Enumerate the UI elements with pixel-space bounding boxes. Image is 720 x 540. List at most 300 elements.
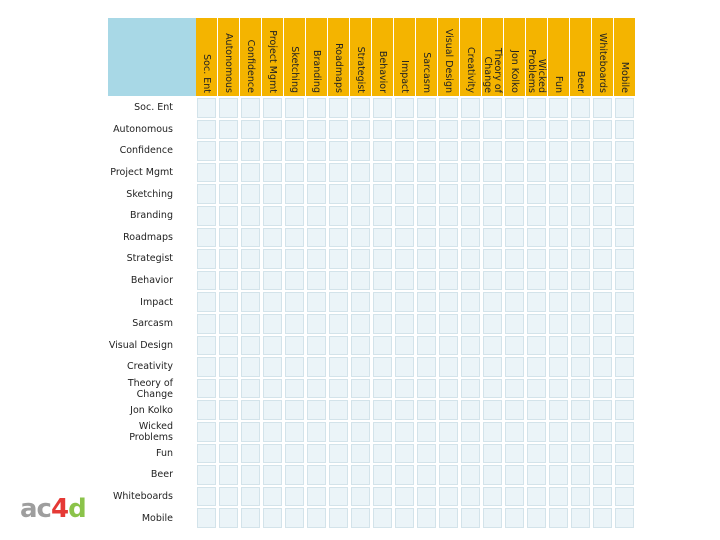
- matrix-cell[interactable]: [373, 379, 392, 399]
- matrix-cell[interactable]: [351, 422, 370, 442]
- matrix-cell[interactable]: [615, 228, 634, 248]
- matrix-cell[interactable]: [417, 184, 436, 204]
- matrix-cell[interactable]: [351, 120, 370, 140]
- matrix-cell[interactable]: [549, 465, 568, 485]
- matrix-cell[interactable]: [285, 336, 304, 356]
- matrix-cell[interactable]: [549, 336, 568, 356]
- matrix-cell[interactable]: [307, 422, 326, 442]
- matrix-cell[interactable]: [461, 444, 480, 464]
- matrix-cell[interactable]: [285, 314, 304, 334]
- matrix-cell[interactable]: [219, 249, 238, 269]
- matrix-cell[interactable]: [615, 292, 634, 312]
- matrix-cell[interactable]: [241, 98, 260, 118]
- matrix-cell[interactable]: [483, 228, 502, 248]
- matrix-cell[interactable]: [615, 336, 634, 356]
- matrix-cell[interactable]: [549, 314, 568, 334]
- matrix-cell[interactable]: [351, 444, 370, 464]
- matrix-cell[interactable]: [505, 508, 524, 528]
- matrix-cell[interactable]: [505, 379, 524, 399]
- matrix-cell[interactable]: [197, 120, 216, 140]
- matrix-cell[interactable]: [549, 508, 568, 528]
- matrix-cell[interactable]: [593, 206, 612, 226]
- matrix-cell[interactable]: [615, 163, 634, 183]
- matrix-cell[interactable]: [197, 228, 216, 248]
- matrix-cell[interactable]: [505, 357, 524, 377]
- matrix-cell[interactable]: [483, 249, 502, 269]
- matrix-cell[interactable]: [571, 184, 590, 204]
- matrix-cell[interactable]: [395, 357, 414, 377]
- matrix-cell[interactable]: [219, 271, 238, 291]
- matrix-cell[interactable]: [373, 508, 392, 528]
- matrix-cell[interactable]: [593, 487, 612, 507]
- matrix-cell[interactable]: [307, 271, 326, 291]
- matrix-cell[interactable]: [417, 465, 436, 485]
- matrix-cell[interactable]: [527, 206, 546, 226]
- matrix-cell[interactable]: [285, 184, 304, 204]
- matrix-cell[interactable]: [461, 163, 480, 183]
- matrix-cell[interactable]: [549, 98, 568, 118]
- matrix-cell[interactable]: [263, 141, 282, 161]
- matrix-cell[interactable]: [351, 141, 370, 161]
- matrix-cell[interactable]: [483, 206, 502, 226]
- matrix-cell[interactable]: [527, 120, 546, 140]
- matrix-cell[interactable]: [505, 98, 524, 118]
- matrix-cell[interactable]: [439, 336, 458, 356]
- matrix-cell[interactable]: [241, 357, 260, 377]
- matrix-cell[interactable]: [351, 400, 370, 420]
- matrix-cell[interactable]: [241, 249, 260, 269]
- matrix-cell[interactable]: [351, 249, 370, 269]
- matrix-cell[interactable]: [197, 379, 216, 399]
- matrix-cell[interactable]: [285, 98, 304, 118]
- matrix-cell[interactable]: [241, 379, 260, 399]
- matrix-cell[interactable]: [219, 508, 238, 528]
- matrix-cell[interactable]: [263, 120, 282, 140]
- matrix-cell[interactable]: [219, 120, 238, 140]
- matrix-cell[interactable]: [197, 249, 216, 269]
- matrix-cell[interactable]: [593, 379, 612, 399]
- matrix-cell[interactable]: [615, 379, 634, 399]
- matrix-cell[interactable]: [571, 141, 590, 161]
- matrix-cell[interactable]: [197, 163, 216, 183]
- matrix-cell[interactable]: [285, 465, 304, 485]
- matrix-cell[interactable]: [351, 379, 370, 399]
- matrix-cell[interactable]: [241, 120, 260, 140]
- matrix-cell[interactable]: [285, 206, 304, 226]
- matrix-cell[interactable]: [351, 228, 370, 248]
- matrix-cell[interactable]: [417, 379, 436, 399]
- matrix-cell[interactable]: [395, 98, 414, 118]
- matrix-cell[interactable]: [439, 249, 458, 269]
- matrix-cell[interactable]: [307, 314, 326, 334]
- matrix-cell[interactable]: [395, 336, 414, 356]
- matrix-cell[interactable]: [615, 422, 634, 442]
- matrix-cell[interactable]: [549, 292, 568, 312]
- matrix-cell[interactable]: [373, 465, 392, 485]
- matrix-cell[interactable]: [307, 336, 326, 356]
- matrix-cell[interactable]: [351, 487, 370, 507]
- matrix-cell[interactable]: [549, 379, 568, 399]
- matrix-cell[interactable]: [241, 271, 260, 291]
- matrix-cell[interactable]: [505, 422, 524, 442]
- matrix-cell[interactable]: [197, 206, 216, 226]
- matrix-cell[interactable]: [395, 292, 414, 312]
- matrix-cell[interactable]: [373, 336, 392, 356]
- matrix-cell[interactable]: [505, 271, 524, 291]
- matrix-cell[interactable]: [307, 292, 326, 312]
- matrix-cell[interactable]: [263, 249, 282, 269]
- matrix-cell[interactable]: [593, 444, 612, 464]
- matrix-cell[interactable]: [527, 357, 546, 377]
- matrix-cell[interactable]: [527, 444, 546, 464]
- matrix-cell[interactable]: [373, 141, 392, 161]
- matrix-cell[interactable]: [329, 379, 348, 399]
- matrix-cell[interactable]: [241, 292, 260, 312]
- matrix-cell[interactable]: [373, 249, 392, 269]
- matrix-cell[interactable]: [395, 465, 414, 485]
- matrix-cell[interactable]: [241, 163, 260, 183]
- matrix-cell[interactable]: [439, 228, 458, 248]
- matrix-cell[interactable]: [285, 249, 304, 269]
- matrix-cell[interactable]: [615, 249, 634, 269]
- matrix-cell[interactable]: [549, 141, 568, 161]
- matrix-cell[interactable]: [439, 400, 458, 420]
- matrix-cell[interactable]: [527, 141, 546, 161]
- matrix-cell[interactable]: [615, 400, 634, 420]
- matrix-cell[interactable]: [505, 249, 524, 269]
- matrix-cell[interactable]: [307, 487, 326, 507]
- matrix-cell[interactable]: [549, 163, 568, 183]
- matrix-cell[interactable]: [307, 206, 326, 226]
- matrix-cell[interactable]: [197, 465, 216, 485]
- matrix-cell[interactable]: [417, 292, 436, 312]
- matrix-cell[interactable]: [461, 271, 480, 291]
- matrix-cell[interactable]: [263, 465, 282, 485]
- matrix-cell[interactable]: [241, 508, 260, 528]
- matrix-cell[interactable]: [395, 487, 414, 507]
- matrix-cell[interactable]: [329, 206, 348, 226]
- matrix-cell[interactable]: [351, 336, 370, 356]
- matrix-cell[interactable]: [527, 228, 546, 248]
- matrix-cell[interactable]: [329, 465, 348, 485]
- matrix-cell[interactable]: [197, 444, 216, 464]
- matrix-cell[interactable]: [483, 271, 502, 291]
- matrix-cell[interactable]: [483, 444, 502, 464]
- matrix-cell[interactable]: [417, 206, 436, 226]
- matrix-cell[interactable]: [395, 314, 414, 334]
- matrix-cell[interactable]: [417, 163, 436, 183]
- matrix-cell[interactable]: [527, 465, 546, 485]
- matrix-cell[interactable]: [329, 141, 348, 161]
- matrix-cell[interactable]: [527, 379, 546, 399]
- matrix-cell[interactable]: [527, 487, 546, 507]
- matrix-cell[interactable]: [527, 98, 546, 118]
- matrix-cell[interactable]: [571, 357, 590, 377]
- matrix-cell[interactable]: [483, 357, 502, 377]
- matrix-cell[interactable]: [549, 120, 568, 140]
- matrix-cell[interactable]: [197, 98, 216, 118]
- matrix-cell[interactable]: [483, 422, 502, 442]
- matrix-cell[interactable]: [307, 444, 326, 464]
- matrix-cell[interactable]: [395, 422, 414, 442]
- matrix-cell[interactable]: [417, 400, 436, 420]
- matrix-cell[interactable]: [461, 357, 480, 377]
- matrix-cell[interactable]: [373, 206, 392, 226]
- matrix-cell[interactable]: [549, 228, 568, 248]
- matrix-cell[interactable]: [241, 400, 260, 420]
- matrix-cell[interactable]: [417, 120, 436, 140]
- matrix-cell[interactable]: [351, 357, 370, 377]
- matrix-cell[interactable]: [461, 508, 480, 528]
- matrix-cell[interactable]: [483, 98, 502, 118]
- matrix-cell[interactable]: [527, 271, 546, 291]
- matrix-cell[interactable]: [549, 184, 568, 204]
- matrix-cell[interactable]: [461, 422, 480, 442]
- matrix-cell[interactable]: [593, 357, 612, 377]
- matrix-cell[interactable]: [439, 141, 458, 161]
- matrix-cell[interactable]: [351, 98, 370, 118]
- matrix-cell[interactable]: [329, 184, 348, 204]
- matrix-cell[interactable]: [505, 487, 524, 507]
- matrix-cell[interactable]: [219, 379, 238, 399]
- matrix-cell[interactable]: [197, 400, 216, 420]
- matrix-cell[interactable]: [549, 249, 568, 269]
- matrix-cell[interactable]: [527, 336, 546, 356]
- matrix-cell[interactable]: [351, 206, 370, 226]
- matrix-cell[interactable]: [439, 120, 458, 140]
- matrix-cell[interactable]: [483, 292, 502, 312]
- matrix-cell[interactable]: [307, 228, 326, 248]
- matrix-cell[interactable]: [571, 508, 590, 528]
- matrix-cell[interactable]: [373, 292, 392, 312]
- matrix-cell[interactable]: [395, 508, 414, 528]
- matrix-cell[interactable]: [307, 98, 326, 118]
- matrix-cell[interactable]: [263, 163, 282, 183]
- matrix-cell[interactable]: [593, 249, 612, 269]
- matrix-cell[interactable]: [483, 508, 502, 528]
- matrix-cell[interactable]: [329, 444, 348, 464]
- matrix-cell[interactable]: [285, 400, 304, 420]
- matrix-cell[interactable]: [307, 400, 326, 420]
- matrix-cell[interactable]: [351, 184, 370, 204]
- matrix-cell[interactable]: [615, 206, 634, 226]
- matrix-cell[interactable]: [615, 465, 634, 485]
- matrix-cell[interactable]: [527, 163, 546, 183]
- matrix-cell[interactable]: [351, 163, 370, 183]
- matrix-cell[interactable]: [461, 249, 480, 269]
- matrix-cell[interactable]: [241, 314, 260, 334]
- matrix-cell[interactable]: [505, 292, 524, 312]
- matrix-cell[interactable]: [395, 141, 414, 161]
- matrix-cell[interactable]: [219, 465, 238, 485]
- matrix-cell[interactable]: [571, 120, 590, 140]
- matrix-cell[interactable]: [285, 487, 304, 507]
- matrix-cell[interactable]: [439, 379, 458, 399]
- matrix-cell[interactable]: [615, 314, 634, 334]
- matrix-cell[interactable]: [329, 422, 348, 442]
- matrix-cell[interactable]: [395, 163, 414, 183]
- matrix-cell[interactable]: [241, 206, 260, 226]
- matrix-cell[interactable]: [483, 379, 502, 399]
- matrix-cell[interactable]: [461, 206, 480, 226]
- matrix-cell[interactable]: [505, 336, 524, 356]
- matrix-cell[interactable]: [571, 228, 590, 248]
- matrix-cell[interactable]: [373, 228, 392, 248]
- matrix-cell[interactable]: [351, 508, 370, 528]
- matrix-cell[interactable]: [395, 120, 414, 140]
- matrix-cell[interactable]: [417, 422, 436, 442]
- matrix-cell[interactable]: [219, 357, 238, 377]
- matrix-cell[interactable]: [571, 336, 590, 356]
- matrix-cell[interactable]: [241, 141, 260, 161]
- matrix-cell[interactable]: [527, 292, 546, 312]
- matrix-cell[interactable]: [263, 292, 282, 312]
- matrix-cell[interactable]: [593, 314, 612, 334]
- matrix-cell[interactable]: [549, 206, 568, 226]
- matrix-cell[interactable]: [483, 314, 502, 334]
- matrix-cell[interactable]: [527, 249, 546, 269]
- matrix-cell[interactable]: [505, 163, 524, 183]
- matrix-cell[interactable]: [307, 379, 326, 399]
- matrix-cell[interactable]: [505, 465, 524, 485]
- matrix-cell[interactable]: [395, 206, 414, 226]
- matrix-cell[interactable]: [417, 487, 436, 507]
- matrix-cell[interactable]: [571, 163, 590, 183]
- matrix-cell[interactable]: [219, 206, 238, 226]
- matrix-cell[interactable]: [197, 487, 216, 507]
- matrix-cell[interactable]: [395, 249, 414, 269]
- matrix-cell[interactable]: [571, 206, 590, 226]
- matrix-cell[interactable]: [373, 184, 392, 204]
- matrix-cell[interactable]: [417, 98, 436, 118]
- matrix-cell[interactable]: [593, 465, 612, 485]
- matrix-cell[interactable]: [417, 271, 436, 291]
- matrix-cell[interactable]: [241, 422, 260, 442]
- matrix-cell[interactable]: [593, 336, 612, 356]
- matrix-cell[interactable]: [373, 444, 392, 464]
- matrix-cell[interactable]: [395, 444, 414, 464]
- matrix-cell[interactable]: [593, 422, 612, 442]
- matrix-cell[interactable]: [197, 314, 216, 334]
- matrix-cell[interactable]: [483, 163, 502, 183]
- matrix-cell[interactable]: [615, 487, 634, 507]
- matrix-cell[interactable]: [571, 400, 590, 420]
- matrix-cell[interactable]: [263, 379, 282, 399]
- matrix-cell[interactable]: [241, 487, 260, 507]
- matrix-cell[interactable]: [285, 444, 304, 464]
- matrix-cell[interactable]: [439, 422, 458, 442]
- matrix-cell[interactable]: [505, 314, 524, 334]
- matrix-cell[interactable]: [329, 292, 348, 312]
- matrix-cell[interactable]: [461, 314, 480, 334]
- matrix-cell[interactable]: [439, 271, 458, 291]
- matrix-cell[interactable]: [483, 141, 502, 161]
- matrix-cell[interactable]: [461, 184, 480, 204]
- matrix-cell[interactable]: [307, 508, 326, 528]
- matrix-cell[interactable]: [483, 184, 502, 204]
- matrix-cell[interactable]: [241, 444, 260, 464]
- matrix-cell[interactable]: [615, 508, 634, 528]
- matrix-cell[interactable]: [505, 400, 524, 420]
- matrix-cell[interactable]: [263, 336, 282, 356]
- matrix-cell[interactable]: [285, 508, 304, 528]
- matrix-cell[interactable]: [351, 465, 370, 485]
- matrix-cell[interactable]: [571, 271, 590, 291]
- matrix-cell[interactable]: [263, 184, 282, 204]
- matrix-cell[interactable]: [593, 508, 612, 528]
- matrix-cell[interactable]: [615, 141, 634, 161]
- matrix-cell[interactable]: [615, 120, 634, 140]
- matrix-cell[interactable]: [593, 271, 612, 291]
- matrix-cell[interactable]: [461, 336, 480, 356]
- matrix-cell[interactable]: [461, 465, 480, 485]
- matrix-cell[interactable]: [351, 314, 370, 334]
- matrix-cell[interactable]: [417, 314, 436, 334]
- matrix-cell[interactable]: [241, 228, 260, 248]
- matrix-cell[interactable]: [373, 271, 392, 291]
- matrix-cell[interactable]: [197, 422, 216, 442]
- matrix-cell[interactable]: [505, 120, 524, 140]
- matrix-cell[interactable]: [461, 98, 480, 118]
- matrix-cell[interactable]: [417, 228, 436, 248]
- matrix-cell[interactable]: [197, 508, 216, 528]
- matrix-cell[interactable]: [373, 422, 392, 442]
- matrix-cell[interactable]: [549, 444, 568, 464]
- matrix-cell[interactable]: [351, 292, 370, 312]
- matrix-cell[interactable]: [461, 379, 480, 399]
- matrix-cell[interactable]: [593, 120, 612, 140]
- matrix-cell[interactable]: [439, 206, 458, 226]
- matrix-cell[interactable]: [615, 271, 634, 291]
- matrix-cell[interactable]: [285, 120, 304, 140]
- matrix-cell[interactable]: [483, 336, 502, 356]
- matrix-cell[interactable]: [219, 163, 238, 183]
- matrix-cell[interactable]: [483, 120, 502, 140]
- matrix-cell[interactable]: [285, 163, 304, 183]
- matrix-cell[interactable]: [439, 487, 458, 507]
- matrix-cell[interactable]: [329, 249, 348, 269]
- matrix-cell[interactable]: [219, 98, 238, 118]
- matrix-cell[interactable]: [395, 400, 414, 420]
- matrix-cell[interactable]: [329, 271, 348, 291]
- matrix-cell[interactable]: [461, 120, 480, 140]
- matrix-cell[interactable]: [197, 357, 216, 377]
- matrix-cell[interactable]: [571, 314, 590, 334]
- matrix-cell[interactable]: [549, 357, 568, 377]
- matrix-cell[interactable]: [461, 228, 480, 248]
- matrix-cell[interactable]: [527, 508, 546, 528]
- matrix-cell[interactable]: [373, 163, 392, 183]
- matrix-cell[interactable]: [329, 336, 348, 356]
- matrix-cell[interactable]: [307, 141, 326, 161]
- matrix-cell[interactable]: [307, 163, 326, 183]
- matrix-cell[interactable]: [439, 98, 458, 118]
- matrix-cell[interactable]: [285, 271, 304, 291]
- matrix-cell[interactable]: [351, 271, 370, 291]
- matrix-cell[interactable]: [527, 184, 546, 204]
- matrix-cell[interactable]: [593, 292, 612, 312]
- matrix-cell[interactable]: [329, 120, 348, 140]
- matrix-cell[interactable]: [417, 249, 436, 269]
- matrix-cell[interactable]: [461, 141, 480, 161]
- matrix-cell[interactable]: [571, 292, 590, 312]
- matrix-cell[interactable]: [241, 465, 260, 485]
- matrix-cell[interactable]: [197, 184, 216, 204]
- matrix-cell[interactable]: [307, 357, 326, 377]
- matrix-cell[interactable]: [263, 357, 282, 377]
- matrix-cell[interactable]: [439, 357, 458, 377]
- matrix-cell[interactable]: [263, 206, 282, 226]
